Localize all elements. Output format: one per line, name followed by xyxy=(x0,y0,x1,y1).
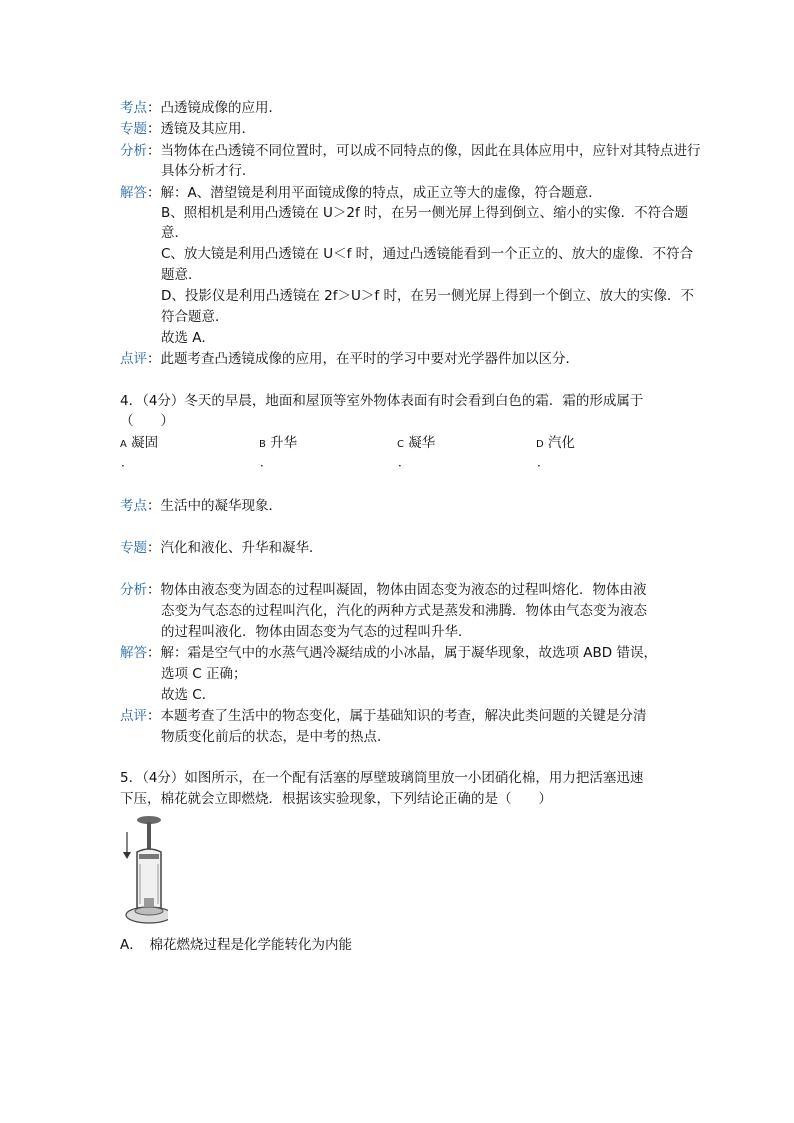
q4-jieda-line-3: 故选 C． xyxy=(161,687,216,703)
kaodian-label: 考点 xyxy=(120,498,147,514)
q3-fenxi-line xyxy=(120,141,734,161)
fenxi-label: 分析 xyxy=(120,582,147,598)
stand-top xyxy=(135,907,163,915)
option-letter: C xyxy=(397,439,404,450)
zhuanti-text: ：透镜及其应用． xyxy=(147,121,255,137)
q4-stem-line-2: （ ） xyxy=(120,413,174,429)
q3-jieda-line-3: 意． xyxy=(161,225,188,241)
q3-jieda-line-5: 题意． xyxy=(161,267,202,283)
zhuanti-label: 专题 xyxy=(120,121,147,137)
option-text: 凝华 xyxy=(408,435,436,451)
q3-jieda-line-8: 故选 A． xyxy=(161,330,216,346)
q4-option-d-dot: ． xyxy=(537,455,550,469)
down-arrow-head xyxy=(123,852,131,859)
option-text: 升华 xyxy=(270,435,298,451)
q4-dianping-line xyxy=(120,706,734,726)
q4-option-c-dot: ． xyxy=(398,455,411,469)
option-text: 凝固 xyxy=(131,435,159,451)
jieda-label: 解答 xyxy=(120,185,147,201)
q4-option-b-dot: ． xyxy=(260,455,273,469)
kaodian-text: ：凸透镜成像的应用． xyxy=(147,100,282,116)
dianping-label: 点评 xyxy=(120,708,147,724)
q4-dianping-line-2: 物质变化前后的状态，是中考的热点． xyxy=(161,729,391,745)
option-letter: A xyxy=(120,439,127,450)
q5-option-a: A． 棉花燃烧过程是化学能转化为内能 xyxy=(120,937,352,953)
q3-jieda-line-7: 符合题意． xyxy=(161,309,229,325)
q3-jieda-line-6: D、投影仪是利用凸透镜在 2f＞U＞f 时，在另一侧光屏上得到一个倒立、放大的实像．不 xyxy=(161,288,694,304)
fenxi-text: ：物体由液态变为固态的过程叫凝固，物体由固态变为液态的过程叫熔化．物体由液 xyxy=(147,582,647,598)
q5-stem-line-1: 5．（4分）如图所示，在一个配有活塞的厚壁玻璃筒里放一小团硝化棉，用力把活塞迅速 xyxy=(120,770,644,786)
dianping-text: ：此题考查凸透镜成像的应用，在平时的学习中要对光学器件加以区分． xyxy=(147,351,579,367)
q4-fenxi-line-3: 的过程叫液化．物体由固态变为气态的过程叫升华． xyxy=(161,624,472,640)
q3-zhuanti-line xyxy=(120,119,734,139)
dianping-text: ：本题考查了生活中的物态变化，属于基础知识的考查，解决此类问题的关键是分清 xyxy=(147,708,647,724)
q4-kaodian-line xyxy=(120,496,734,516)
q5-stem-line-2: 下压，棉花就会立即燃烧．根据该实验现象，下列结论正确的是（ ） xyxy=(120,791,552,807)
q3-kaodian-line xyxy=(120,98,734,118)
q4-option-a xyxy=(120,435,158,453)
cotton-ball xyxy=(144,898,154,906)
piston-cylinder-figure xyxy=(120,812,168,930)
q4-jieda-line-2: 选项 C 正确； xyxy=(161,666,247,682)
dianping-label: 点评 xyxy=(120,351,147,367)
option-letter: B xyxy=(259,439,266,450)
fenxi-label: 分析 xyxy=(120,143,147,159)
q3-jieda-line-4: C、放大镜是利用凸透镜在 U＜f 时，通过凸透镜能看到一个正立的、放大的虚像．不符合 xyxy=(161,246,694,262)
option-letter: D xyxy=(536,439,544,450)
q4-fenxi-line-2: 态变为气态态的过程叫汽化，汽化的两种方式是蒸发和沸腾．物体由气态变为液态 xyxy=(161,603,647,619)
piston-head xyxy=(139,854,159,859)
q3-jieda-line-2: B、照相机是利用凸透镜在 U＞2f 时，在另一侧光屏上得到倒立、缩小的实像．不符合题 xyxy=(161,205,689,221)
option-text: 汽化 xyxy=(548,435,575,451)
q4-stem-line-1: 4．（4分）冬天的早晨，地面和屋顶等室外物体表面有时会看到白色的霜．霜的形成属于 xyxy=(120,393,644,409)
q4-fenxi-line xyxy=(120,580,734,600)
q4-option-a-dot: ． xyxy=(121,455,134,469)
q3-dianping-line xyxy=(120,349,734,369)
kaodian-label: 考点 xyxy=(120,100,147,116)
q4-jieda-line xyxy=(120,643,734,663)
zhuanti-label: 专题 xyxy=(120,540,147,556)
q4-option-b xyxy=(259,435,297,453)
jieda-label: 解答 xyxy=(120,645,147,661)
zhuanti-text: ：汽化和液化、升华和凝华． xyxy=(147,540,323,556)
q3-fenxi-line-2: 具体分析才行． xyxy=(161,163,256,179)
q4-option-c xyxy=(397,435,435,453)
jieda-text: ：解：霜是空气中的水蒸气遇冷凝结成的小冰晶，属于凝华现象，故选项 ABD 错误， xyxy=(147,645,657,661)
q4-option-d xyxy=(536,435,575,453)
q3-jieda-line xyxy=(120,183,734,203)
fenxi-text: ：当物体在凸透镜不同位置时，可以成不同特点的像，因此在具体应用中，应针对其特点进行 xyxy=(147,143,701,159)
jieda-text: ：解：A、潜望镜是利用平面镜成像的特点，成正立等大的虚像，符合题意． xyxy=(147,185,602,201)
kaodian-text: ：生活中的凝华现象． xyxy=(147,498,282,514)
q4-zhuanti-line xyxy=(120,538,734,558)
